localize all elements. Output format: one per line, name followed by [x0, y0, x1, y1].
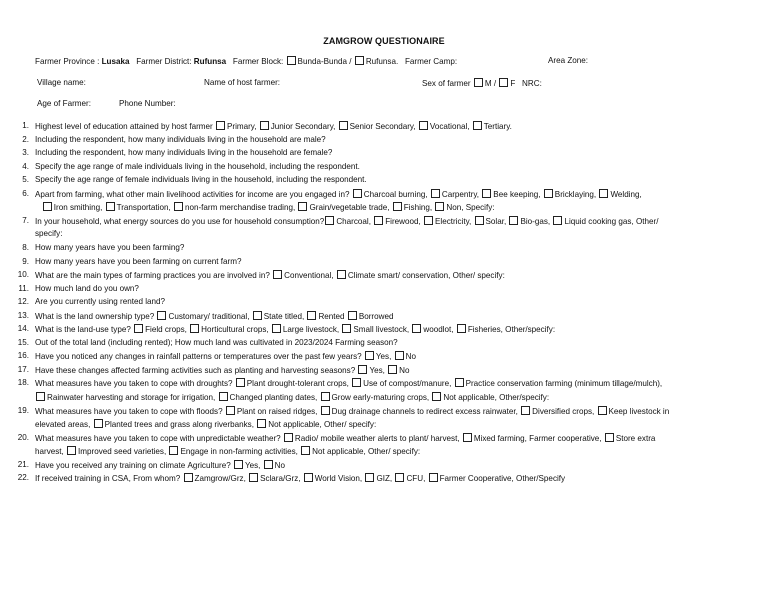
option-checkbox[interactable] [301, 446, 310, 455]
option-checkbox[interactable] [216, 121, 225, 130]
option-checkbox[interactable] [374, 216, 383, 225]
option-label: Welding, [610, 189, 642, 199]
question-text [35, 473, 745, 484]
option-checkbox[interactable] [455, 378, 464, 387]
option-label: Field crops, [145, 325, 190, 335]
option-label: Planted trees and grass along riverbanks, [104, 420, 257, 430]
option-label: Farmer Cooperative, Other/Specify [439, 474, 566, 484]
question-prompt: Specify the age range of male individuals living in the household, including the respondent. [35, 161, 360, 171]
question-text [35, 257, 745, 267]
question-text [35, 148, 745, 158]
question-number: 20. [17, 432, 29, 442]
question-text [35, 406, 745, 417]
option-checkbox[interactable] [419, 121, 428, 130]
question-prompt: What measures have you taken to cope with droughts? [35, 379, 235, 389]
option-checkbox[interactable] [429, 473, 438, 482]
option-label: Keep livestock in [608, 406, 670, 416]
question-number: 17. [17, 364, 29, 374]
question-text [35, 189, 745, 200]
sex-row [422, 78, 542, 89]
question-text [35, 324, 745, 335]
option-label: Changed planting dates, [229, 393, 320, 402]
option-checkbox[interactable] [395, 351, 404, 360]
option-label: Bee keeping, [493, 189, 543, 199]
question-number: 19. [17, 405, 29, 415]
area-zone-label: Area Zone: [548, 56, 589, 65]
option-checkbox[interactable] [457, 324, 466, 333]
question-text [35, 297, 745, 307]
question-text [35, 392, 745, 403]
option-checkbox[interactable] [264, 460, 273, 469]
question-prompt: How much land do you own? [35, 283, 139, 293]
question-text [35, 270, 745, 281]
option-label: Grain/vegetable trade, [309, 203, 392, 213]
option-checkbox[interactable] [393, 202, 402, 211]
option-checkbox[interactable] [544, 189, 553, 198]
question-number: 6. [22, 188, 29, 198]
question-number: 2. [22, 134, 29, 144]
option-label: Not applicable, Other/ specify: [312, 447, 421, 457]
option-label: Bricklaying, [554, 189, 599, 199]
sex-f-checkbox[interactable] [499, 78, 508, 87]
option-checkbox[interactable] [432, 392, 441, 401]
option-checkbox[interactable] [337, 270, 346, 279]
option-label: No [405, 352, 416, 362]
camp-label: Farmer Camp: [404, 57, 458, 66]
question-prompt: What is the land-use type? [35, 325, 134, 335]
option-checkbox[interactable] [435, 202, 444, 211]
option-label: Customary/ traditional, [168, 311, 252, 321]
option-label: Use of compost/manure, [363, 379, 454, 389]
option-label: Iron smithing, [53, 203, 105, 213]
sex-label: Sex of farmer [422, 79, 471, 88]
option-checkbox[interactable] [358, 365, 367, 374]
block-label: Farmer Block: [232, 57, 284, 66]
province-label: Farmer Province : [35, 57, 100, 66]
option-checkbox[interactable] [342, 324, 351, 333]
option-checkbox[interactable] [553, 216, 562, 225]
option-checkbox[interactable] [184, 473, 193, 482]
question-prompt: What is the land ownership type? [35, 311, 157, 321]
question-number: 5. [22, 175, 29, 185]
option-checkbox[interactable] [395, 473, 404, 482]
question-text [35, 121, 745, 132]
option-label: Tertiary. [483, 122, 512, 131]
option-checkbox[interactable] [307, 311, 316, 320]
host-farmer-label: Name of host farmer: [204, 78, 281, 87]
question-prompt: In your household, what energy sources do you use for household consumption? [35, 216, 325, 226]
option-label: CFU, [406, 474, 428, 484]
sex-m-checkbox[interactable] [474, 78, 483, 87]
option-checkbox[interactable] [424, 216, 433, 225]
option-checkbox[interactable] [36, 392, 45, 401]
option-label: Store extra [615, 433, 656, 443]
option-checkbox[interactable] [412, 324, 421, 333]
option-checkbox[interactable] [157, 311, 166, 320]
question-prompt: What measures have you taken to cope with floods? [35, 406, 225, 416]
question-number: 21. [17, 459, 29, 469]
question-text [35, 365, 745, 376]
option-label: Non, Specify: [446, 203, 495, 213]
option-checkbox[interactable] [106, 202, 115, 211]
question-prompt: elevated areas, [35, 420, 93, 430]
option-label: Not applicable, Other/ specify: [268, 420, 377, 430]
option-label: No [399, 365, 410, 375]
option-checkbox[interactable] [353, 189, 362, 198]
option-label: Horticultural crops, [201, 325, 271, 335]
question-number: 16. [17, 351, 29, 361]
option-checkbox[interactable] [348, 311, 357, 320]
question-text [35, 243, 745, 253]
option-checkbox[interactable] [521, 406, 530, 415]
option-label: Charcoal burning, [363, 189, 430, 199]
question-prompt: How many years have you been farming on current farm? [35, 256, 242, 266]
block-rufunsa-checkbox[interactable] [355, 56, 364, 65]
option-checkbox[interactable] [236, 378, 245, 387]
question-prompt: specify: [35, 229, 63, 239]
option-checkbox[interactable] [598, 406, 607, 415]
question-prompt: What measures have you taken to cope with unpredictable weather? [35, 433, 283, 443]
question-number: 11. [18, 283, 29, 293]
question-number: 12. [17, 297, 29, 307]
option-label: non-farm merchandise trading, [184, 203, 298, 213]
option-label: Yes, [375, 352, 394, 362]
question-text [35, 460, 745, 471]
option-label: woodlot, [423, 325, 456, 335]
question-text [35, 202, 745, 213]
block-bunda-checkbox[interactable] [287, 56, 296, 65]
option-label: Plant drought-tolerant crops, [246, 379, 352, 389]
option-label: Primary, [226, 122, 259, 131]
nrc-label: NRC: [522, 79, 542, 88]
option-checkbox[interactable] [273, 270, 282, 279]
option-label: Improved seed varieties, [78, 447, 169, 457]
option-label: Borrowed [358, 311, 394, 321]
age-label: Age of Farmer: [37, 99, 91, 108]
question-text [35, 284, 745, 294]
question-prompt: Have you noticed any changes in rainfall patterns or temperatures over the past few years? [35, 352, 364, 362]
question-prompt: How many years have you been farming? [35, 242, 185, 252]
question-text [35, 311, 745, 322]
option-label: Dug drainage channels to redirect excess rainwater, [331, 406, 521, 416]
option-label: Rainwater harvesting and storage for irrigation, [47, 393, 218, 402]
question-text [35, 162, 745, 172]
option-checkbox[interactable] [284, 433, 293, 442]
option-checkbox[interactable] [253, 311, 262, 320]
question-text [35, 338, 745, 348]
option-checkbox[interactable] [226, 406, 235, 415]
option-label: Zamgrow/Grz, [194, 474, 249, 484]
question-prompt: Apart from farming, what other main livelihood activities for income are you engaged in? [35, 189, 352, 199]
district-label: Farmer District: [136, 57, 192, 66]
option-label: GIZ, [376, 474, 395, 484]
question-prompt: Out of the total land (including rented); How much land was cultivated in 2023/2024 Farming season? [35, 337, 398, 347]
option-checkbox[interactable] [67, 446, 76, 455]
option-label: Practice conservation farming (minimum tillage/mulch), [465, 379, 663, 389]
sex-m-label: M / [484, 79, 497, 88]
option-checkbox[interactable] [94, 419, 103, 428]
question-prompt: Have you received any training on climate Agriculture? [35, 460, 233, 470]
question-prompt: What are the main types of farming practices you are involved in? [35, 271, 273, 281]
option-label: Sclara/Grz, [260, 474, 303, 484]
option-label: Yes, [369, 365, 388, 375]
option-checkbox[interactable] [304, 473, 313, 482]
option-checkbox[interactable] [475, 216, 484, 225]
option-label: Small livestock, [353, 325, 412, 335]
option-checkbox[interactable] [388, 365, 397, 374]
option-checkbox[interactable] [339, 121, 348, 130]
option-checkbox[interactable] [257, 419, 266, 428]
question-text [35, 216, 745, 227]
question-prompt: Specify the age range of female individuals living in the household, including the respondent. [35, 175, 367, 185]
option-label: Bio-gas, [520, 216, 553, 226]
option-label: Grow early-maturing crops, [331, 393, 432, 402]
sex-f-label: F [510, 79, 516, 88]
option-checkbox[interactable] [599, 189, 608, 198]
phone-label: Phone Number: [119, 99, 176, 108]
option-checkbox[interactable] [509, 216, 518, 225]
option-label: Climate smart/ conservation, Other/ specify: [347, 271, 505, 281]
question-text [35, 175, 745, 185]
question-text [35, 446, 745, 457]
option-label: Solar, [485, 216, 509, 226]
option-label: No [274, 460, 286, 470]
option-label: Carpentry, [441, 189, 482, 199]
option-label: Charcoal, [336, 216, 374, 226]
question-text [35, 229, 745, 239]
option-label: Large livestock, [282, 325, 342, 335]
option-checkbox[interactable] [482, 189, 491, 198]
option-checkbox[interactable] [321, 406, 330, 415]
option-label: Not applicable, Other/specify: [443, 393, 550, 402]
header-location-row [35, 56, 457, 67]
question-text [35, 419, 745, 430]
option-checkbox[interactable] [272, 324, 281, 333]
option-checkbox[interactable] [43, 202, 52, 211]
question-text [35, 433, 745, 444]
question-number: 8. [22, 242, 29, 252]
option-label: Radio/ mobile weather alerts to plant/ harvest, [294, 433, 462, 443]
option-label: Junior Secondary, [270, 122, 338, 131]
option-label: Fishing, [403, 203, 435, 213]
question-text [35, 351, 745, 362]
option-checkbox[interactable] [249, 473, 258, 482]
question-number: 15. [17, 337, 29, 347]
question-number: 22. [17, 473, 29, 483]
option-checkbox[interactable] [473, 121, 482, 130]
option-label: Firewood, [385, 216, 423, 226]
question-number: 13. [17, 310, 29, 320]
option-label: Senior Secondary, [349, 122, 418, 131]
option-checkbox[interactable] [321, 392, 330, 401]
option-checkbox[interactable] [365, 351, 374, 360]
question-prompt: Have these changes affected farming activities such as planting and harvesting seasons? [35, 365, 358, 375]
option-label: Liquid cooking gas, Other/ [564, 216, 659, 226]
option-checkbox[interactable] [463, 433, 472, 442]
option-label: Mixed farming, Farmer cooperative, [473, 433, 604, 443]
option-checkbox[interactable] [431, 189, 440, 198]
option-label: Electricity, [435, 216, 474, 226]
option-label: Fisheries, Other/specify: [467, 325, 556, 335]
option-checkbox[interactable] [169, 446, 178, 455]
option-label: Vocational, [429, 122, 472, 131]
question-prompt: Highest level of education attained by host farmer [35, 122, 215, 131]
question-prompt: harvest, [35, 447, 67, 457]
option-checkbox[interactable] [298, 202, 307, 211]
question-text [35, 378, 745, 389]
option-label: Transportation, [116, 203, 173, 213]
question-prompt: Including the respondent, how many individuals living in the household are female? [35, 148, 333, 158]
option-label: Diversified crops, [532, 406, 597, 416]
block-option-bunda: Bunda-Bunda / [297, 57, 352, 66]
village-label: Village name: [37, 78, 86, 87]
question-number: 14. [17, 324, 29, 334]
option-label: Conventional, [284, 271, 336, 281]
question-number: 1. [22, 121, 29, 130]
option-checkbox[interactable] [234, 460, 243, 469]
question-number: 4. [22, 161, 29, 171]
question-prompt: If received training in CSA, From whom? [35, 474, 183, 484]
option-checkbox[interactable] [190, 324, 199, 333]
question-number: 18. [17, 378, 29, 388]
question-prompt: Are you currently using rented land? [35, 297, 166, 307]
option-checkbox[interactable] [134, 324, 143, 333]
province-value: Lusaka [101, 57, 130, 66]
option-label: World Vision, [314, 474, 365, 484]
question-number: 3. [22, 148, 29, 158]
option-checkbox[interactable] [352, 378, 361, 387]
option-checkbox[interactable] [365, 473, 374, 482]
option-checkbox[interactable] [219, 392, 228, 401]
option-checkbox[interactable] [325, 216, 334, 225]
block-option-rufunsa: Rufunsa. [365, 57, 399, 66]
option-label: Rented [318, 311, 347, 321]
question-number: 10. [17, 270, 29, 280]
option-checkbox[interactable] [174, 202, 183, 211]
question-text [35, 135, 745, 145]
question-number: 9. [22, 256, 29, 266]
option-label: State titled, [263, 311, 307, 321]
option-label: Plant on raised ridges, [236, 406, 320, 416]
option-label: Yes, [244, 460, 263, 470]
document-title: ZAMGROW QUESTIONAIRE [323, 36, 445, 46]
option-checkbox[interactable] [605, 433, 614, 442]
option-label: Engage in non-farming activities, [180, 447, 301, 457]
district-value: Rufunsa [193, 57, 227, 66]
question-prompt [35, 203, 42, 212]
question-number: 7. [22, 215, 29, 225]
option-checkbox[interactable] [260, 121, 269, 130]
question-prompt: Including the respondent, how many individuals living in the household are male? [35, 134, 326, 144]
